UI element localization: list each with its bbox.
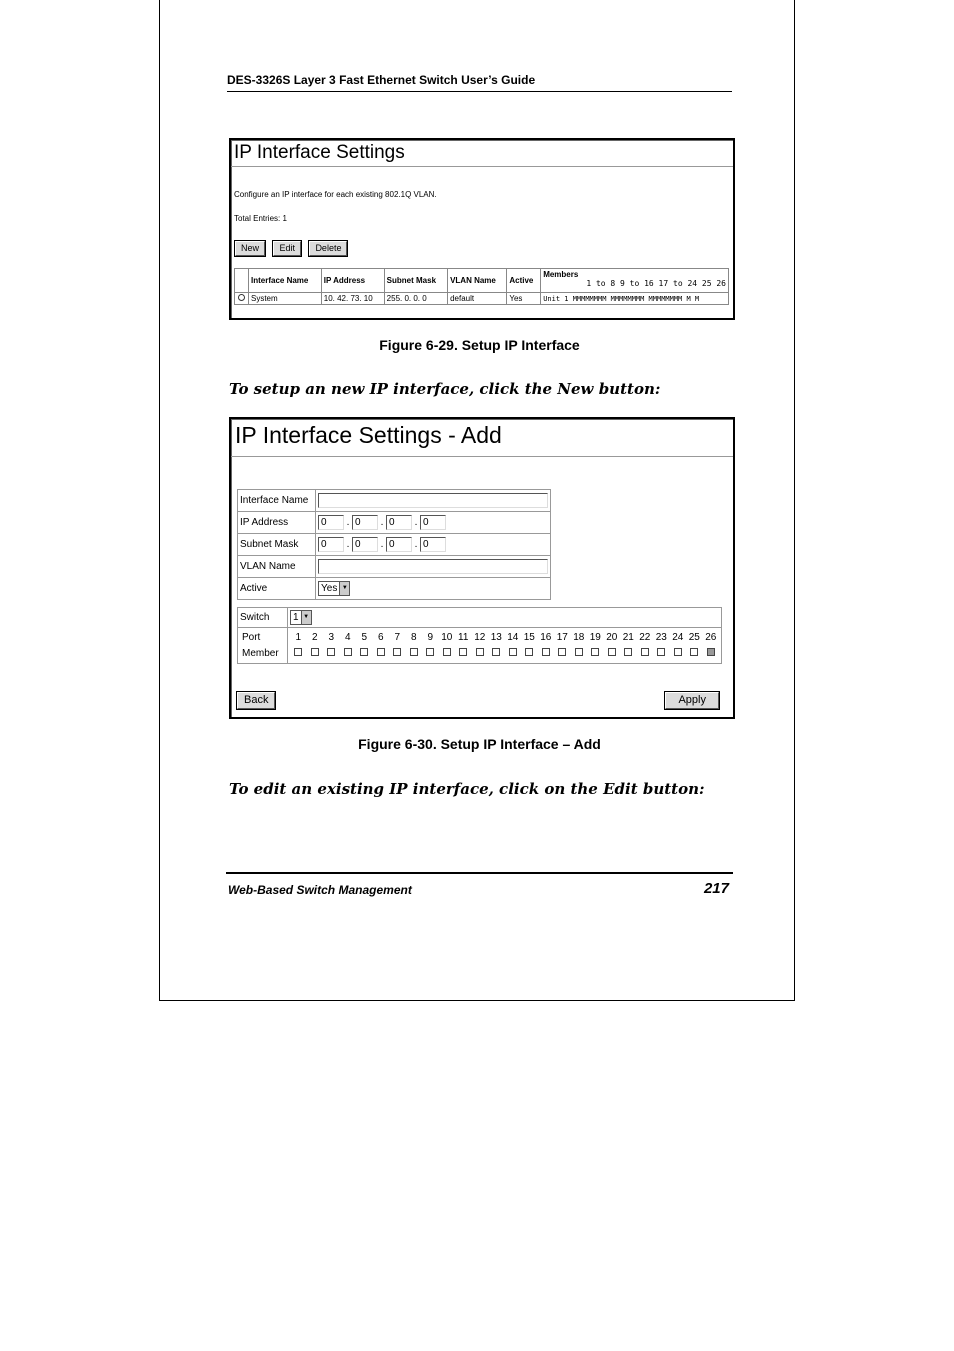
port-number: 8: [410, 631, 417, 643]
radio-icon[interactable]: [238, 294, 245, 301]
port-number: 20: [606, 631, 618, 643]
label-ip-address: IP Address: [238, 512, 316, 534]
col-subnet-mask: Subnet Mask: [384, 269, 447, 293]
label-interface-name: Interface Name: [238, 490, 316, 512]
port-checkbox[interactable]: [488, 646, 505, 662]
port-number: 11: [458, 631, 469, 643]
cell-ip: 10. 42. 73. 10: [321, 293, 384, 305]
add-form: [237, 489, 551, 600]
port-checkbox[interactable]: [307, 646, 324, 662]
port-checkboxes: [290, 646, 719, 662]
vlan-name-input[interactable]: [318, 559, 548, 574]
label-vlan-name: VLAN Name: [238, 556, 316, 578]
table-row: [235, 293, 729, 305]
port-checkbox[interactable]: [439, 646, 456, 662]
ip-octets: [316, 512, 551, 534]
col-active: Active: [507, 269, 541, 293]
apply-button[interactable]: Apply: [665, 692, 719, 709]
port-checkbox-disabled: [703, 646, 720, 662]
dot: .: [346, 517, 350, 529]
back-button[interactable]: Back: [237, 692, 275, 709]
cell-members: Unit 1 MMMMMMMM MMMMMMMM MMMMMMMM M M: [541, 293, 729, 305]
port-checkbox[interactable]: [505, 646, 522, 662]
total-entries: Total Entries: 1: [234, 214, 287, 223]
panel-title: IP Interface Settings: [231, 140, 733, 167]
interface-name-input[interactable]: [318, 493, 548, 508]
port-number: 4: [344, 631, 351, 643]
label-port: Port: [242, 631, 261, 643]
dot: .: [414, 517, 418, 529]
ip-octet-2[interactable]: 0: [352, 515, 378, 530]
port-number: 13: [490, 631, 502, 643]
port-checkbox[interactable]: [373, 646, 390, 662]
label-active: Active: [238, 578, 316, 600]
ip-octet-3[interactable]: 0: [386, 515, 412, 530]
add-panel-title: IP Interface Settings - Add: [231, 419, 733, 457]
label-subnet-mask: Subnet Mask: [238, 534, 316, 556]
label-switch: Switch: [238, 608, 288, 628]
interface-table: [234, 268, 729, 305]
port-number: 17: [556, 631, 568, 643]
port-number: 14: [507, 631, 519, 643]
port-checkbox[interactable]: [521, 646, 538, 662]
chevron-down-icon[interactable]: ▼: [339, 582, 349, 595]
switch-select[interactable]: [290, 610, 312, 625]
ports-row: [238, 628, 722, 664]
instruction-2: To edit an existing IP interface, click on the Edit button:: [229, 780, 705, 798]
port-number: 9: [427, 631, 434, 643]
ip-interface-add-panel: [229, 417, 735, 719]
edit-button[interactable]: Edit: [273, 241, 301, 256]
port-checkbox[interactable]: [455, 646, 472, 662]
figure-caption-2: Figure 6-30. Setup IP Interface – Add: [358, 736, 601, 752]
col-interface-name: Interface Name: [249, 269, 322, 293]
button-row: [235, 238, 351, 256]
port-checkbox[interactable]: [653, 646, 670, 662]
port-number: 16: [540, 631, 552, 643]
table-header-row: [235, 269, 729, 293]
port-checkbox[interactable]: [620, 646, 637, 662]
form-row-interface: [238, 490, 551, 512]
port-checkbox[interactable]: [587, 646, 604, 662]
port-number: 25: [688, 631, 700, 643]
port-number: 6: [377, 631, 384, 643]
port-number: 22: [639, 631, 651, 643]
port-number: 19: [589, 631, 601, 643]
page-number: 217: [703, 880, 729, 897]
cell-interface: System: [249, 293, 322, 305]
ip-octet-4[interactable]: 0: [420, 515, 446, 530]
port-checkbox[interactable]: [389, 646, 406, 662]
mask-octet-4[interactable]: 0: [420, 537, 446, 552]
port-number: 3: [328, 631, 335, 643]
dot: .: [414, 539, 418, 551]
port-number: 1: [295, 631, 302, 643]
port-number: 23: [655, 631, 667, 643]
mask-octets: [316, 534, 551, 556]
port-checkbox[interactable]: [406, 646, 423, 662]
port-checkbox[interactable]: [340, 646, 357, 662]
form-row-ip: [238, 512, 551, 534]
port-checkbox[interactable]: [571, 646, 588, 662]
port-number: 5: [361, 631, 368, 643]
form-row-mask: [238, 534, 551, 556]
port-checkbox[interactable]: [356, 646, 373, 662]
port-checkbox[interactable]: [538, 646, 555, 662]
port-number: 21: [622, 631, 634, 643]
port-checkbox[interactable]: [670, 646, 687, 662]
port-checkbox[interactable]: [472, 646, 489, 662]
running-header: [227, 73, 732, 92]
cell-active: Yes: [507, 293, 541, 305]
dot: .: [380, 539, 384, 551]
delete-button[interactable]: Delete: [309, 241, 347, 256]
port-number: 18: [573, 631, 585, 643]
new-button[interactable]: New: [235, 241, 265, 256]
cell-mask: 255. 0. 0. 0: [384, 293, 447, 305]
port-checkbox[interactable]: [637, 646, 654, 662]
port-number: 15: [523, 631, 535, 643]
port-number: 2: [311, 631, 318, 643]
select-header: [235, 269, 249, 293]
port-checkbox[interactable]: [604, 646, 621, 662]
port-checkbox[interactable]: [290, 646, 307, 662]
page-footer: [226, 872, 733, 898]
cell-vlan: default: [448, 293, 507, 305]
port-checkbox[interactable]: [323, 646, 340, 662]
ip-octet-1[interactable]: 0: [318, 515, 344, 530]
members-ranges: 1 to 8 9 to 16 17 to 24 25 26: [586, 279, 726, 288]
port-number: 7: [394, 631, 401, 643]
switch-row: [238, 608, 722, 628]
dot: .: [346, 539, 350, 551]
dot: .: [380, 517, 384, 529]
port-checkbox[interactable]: [554, 646, 571, 662]
port-number: 26: [705, 631, 717, 643]
port-numbers: [290, 630, 719, 646]
port-checkbox[interactable]: [422, 646, 439, 662]
port-number: 24: [672, 631, 684, 643]
form-row-active: [238, 578, 551, 600]
port-checkbox[interactable]: [686, 646, 703, 662]
form-row-vlan: [238, 556, 551, 578]
chevron-down-icon[interactable]: ▼: [301, 611, 311, 624]
active-select[interactable]: [318, 581, 350, 596]
instruction-1: To setup an new IP interface, click the New button:: [229, 380, 661, 398]
header-text: DES-3326S Layer 3 Fast Ethernet Switch User’s Guide: [227, 73, 536, 87]
mask-octet-3[interactable]: 0: [386, 537, 412, 552]
mask-octet-2[interactable]: 0: [352, 537, 378, 552]
port-number: 12: [474, 631, 486, 643]
col-ip-address: IP Address: [321, 269, 384, 293]
label-member: Member: [242, 647, 279, 659]
footer-section: Web-Based Switch Management: [228, 883, 412, 897]
col-vlan-name: VLAN Name: [448, 269, 507, 293]
active-value: Yes: [321, 583, 338, 594]
panel-description: Configure an IP interface for each existing 802.1Q VLAN.: [234, 190, 437, 199]
mask-octet-1[interactable]: 0: [318, 537, 344, 552]
port-member-label: [238, 628, 288, 664]
members-header: Members: [543, 270, 579, 279]
port-member-table: [237, 607, 722, 664]
port-number: 10: [441, 631, 453, 643]
row-radio[interactable]: [235, 293, 249, 305]
ip-interface-settings-panel: [229, 138, 735, 320]
figure-caption-1: Figure 6-29. Setup IP Interface: [379, 337, 580, 353]
switch-value: 1: [293, 612, 299, 623]
col-members: [541, 269, 729, 293]
